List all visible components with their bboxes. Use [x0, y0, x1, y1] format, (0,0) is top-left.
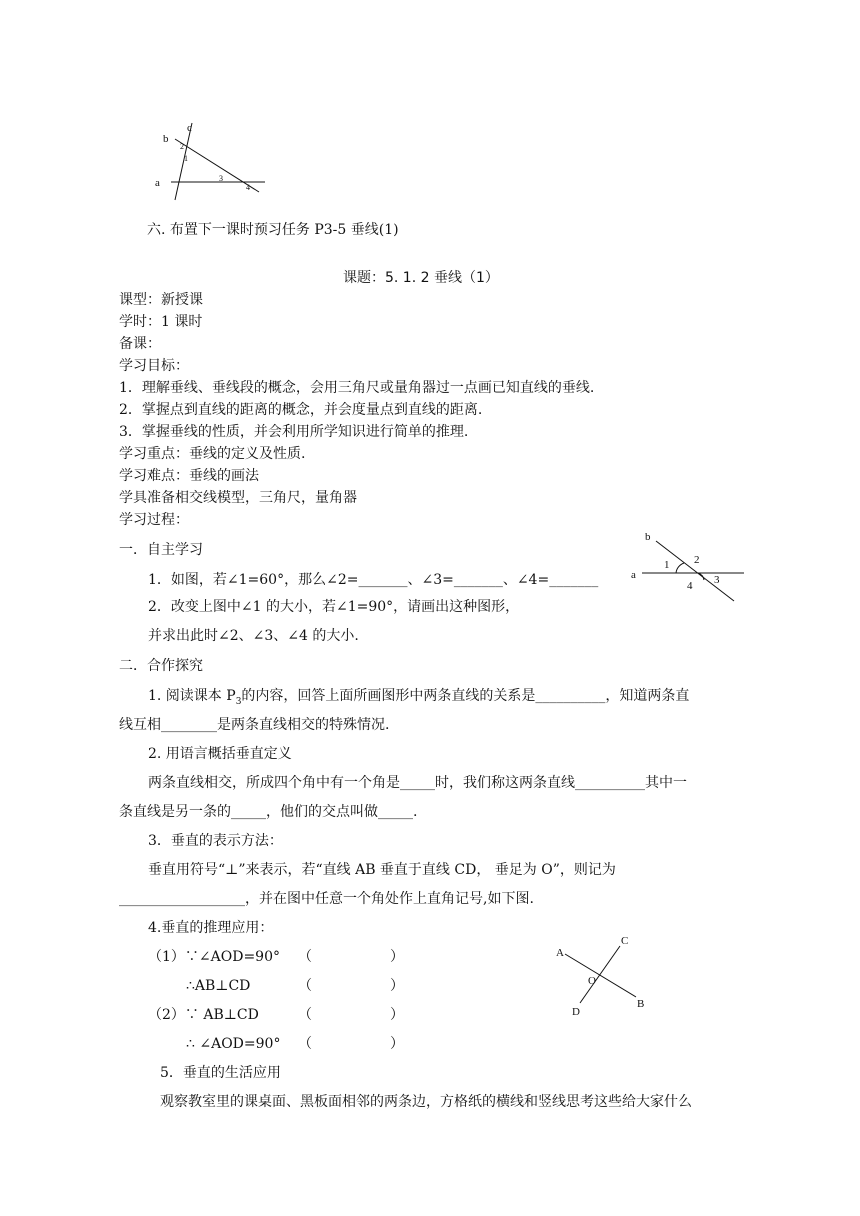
info-course-type: 课型：新授课	[119, 292, 203, 308]
fig1-label-3: 3	[219, 174, 223, 183]
reason-paren-open-4: （	[298, 1036, 312, 1052]
part2-item2-line1: 两条直线相交，所成四个角中有一个角是_____时，我们称这两条直线__________其中一	[148, 775, 687, 791]
part1-heading: 一．自主学习	[119, 542, 203, 558]
part2-item1-cont: 线互相________是两条直线相交的特殊情况.	[119, 717, 390, 733]
reason-line-2: ∴AB⊥CD	[186, 978, 251, 994]
lesson-title: 课题：5. 1. 2 垂线（1）	[343, 270, 499, 286]
part2-item1-sub: 3	[235, 696, 242, 707]
reason-line-3: （2）∵ AB⊥CD	[148, 1007, 259, 1023]
reason-paren-open-3: （	[298, 1007, 312, 1023]
info-objectives-heading: 学习目标：	[119, 358, 189, 374]
fig3-label-O: O	[588, 975, 596, 987]
fig1-label-4: 4	[246, 183, 250, 192]
part2-item2-line2: 条直线是另一条的_____，他们的交点叫做_____.	[119, 804, 418, 820]
reason-paren-close-2: ）	[390, 978, 404, 994]
info-class-hours: 学时：1 课时	[119, 314, 203, 330]
part2-item1	[148, 685, 689, 713]
part2-heading: 二．合作探究	[119, 658, 203, 674]
fig1-label-b: b	[163, 133, 169, 145]
part2-item2: 2. 用语言概括垂直定义	[148, 746, 292, 762]
part1-q2: 2．改变上图中∠1 的大小，若∠1=90°，请画出这种图形，	[148, 599, 520, 615]
fig1-label-1: 1	[184, 154, 188, 163]
part2-item4: 4.垂直的推理应用：	[148, 920, 274, 936]
figure-transversal-1	[145, 120, 275, 205]
part2-item1-post: 的内容，回答上面所画图形中两条直线的关系是__________，知道两条直	[241, 688, 690, 704]
fig2-label-1: 1	[664, 559, 670, 571]
info-objective-3: 3．掌握垂线的性质，并会利用所学知识进行简单的推理.	[119, 424, 469, 440]
figure-perpendicular	[550, 930, 660, 1025]
part2-item3-line2: __________________，并在图中任意一个角处作上直角记号,如下图.	[119, 891, 534, 907]
reason-paren-open-2: （	[298, 978, 312, 994]
fig2-label-a: a	[631, 569, 636, 581]
info-objective-2: 2．掌握点到直线的距离的概念，并会度量点到直线的距离.	[119, 402, 483, 418]
info-difficulty: 学习难点：垂线的画法	[119, 468, 259, 484]
fig1-label-c: c	[187, 122, 192, 134]
part2-item5-line1: 观察教室里的课桌面、黑板面相邻的两条边，方格纸的横线和竖线思考这些给大家什么	[160, 1094, 692, 1110]
part1-q2-cont: 并求出此时∠2、∠3、∠4 的大小.	[148, 628, 359, 644]
fig2-label-b: b	[645, 531, 651, 543]
fig3-label-A: A	[556, 947, 564, 959]
reason-paren-open-1: （	[298, 949, 312, 965]
reason-paren-close-1: ）	[390, 949, 404, 965]
reason-line-4: ∴ ∠AOD=90°	[186, 1036, 281, 1052]
info-prep: 备课：	[119, 336, 161, 352]
fig1-label-2: 2	[180, 142, 184, 151]
part2-item5: 5．垂直的生活应用	[160, 1065, 281, 1081]
part2-item1-pre: 1. 阅读课本 P	[148, 688, 236, 704]
figure-transversal-2	[628, 528, 748, 603]
fig3-label-B: B	[637, 998, 645, 1010]
reason-paren-close-4: ）	[390, 1036, 404, 1052]
info-key-points: 学习重点：垂线的定义及性质.	[119, 446, 306, 462]
part1-q1: 1．如图，若∠1=60°，那么∠2=_______、∠3=_______、∠4=_______	[148, 572, 599, 588]
fig2-label-3: 3	[714, 574, 720, 586]
fig2-label-4: 4	[687, 580, 693, 592]
part2-item3-line1: 垂直用符号“⊥”来表示，若“直线 AB 垂直于直线 CD， 垂足为 O”，则记为	[148, 862, 616, 878]
fig3-label-C: C	[621, 935, 629, 947]
fig2-label-2: 2	[694, 554, 700, 566]
reason-line-1: （1）∵∠AOD=90°	[148, 949, 280, 965]
fig1-label-a: a	[155, 177, 160, 189]
info-materials: 学具准备相交线模型，三角尺，量角器	[119, 490, 357, 506]
fig3-label-D: D	[572, 1006, 580, 1018]
info-objective-1: 1．理解垂线、垂线段的概念，会用三角尺或量角器过一点画已知直线的垂线.	[119, 380, 595, 396]
section-6-text: 六. 布置下一课时预习任务 P3-5 垂线(1)	[147, 222, 399, 238]
part2-item3: 3．垂直的表示方法：	[148, 833, 283, 849]
reason-paren-close-3: ）	[390, 1007, 404, 1023]
info-process: 学习过程：	[119, 512, 189, 528]
